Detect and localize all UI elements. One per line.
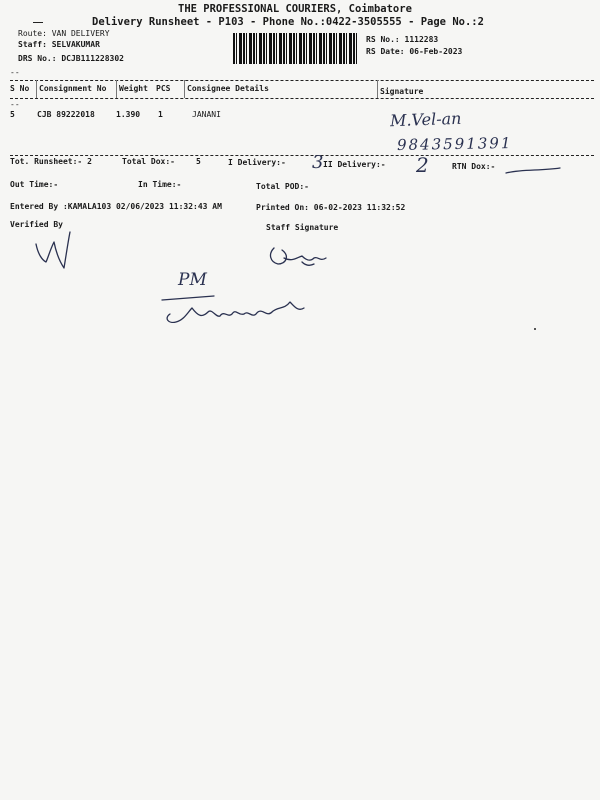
table-bottom-rule [10,155,594,156]
table-top-rule [10,80,594,81]
col-divider [184,80,185,98]
drs-number: DRS No.: DCJB111228302 [18,54,124,63]
row-pcs: 1 [158,110,163,119]
recipient-phone: 9843591391 [396,133,513,155]
total-dox-label: Total Dox:- [122,157,175,166]
i-delivery-value: 3 [312,152,324,173]
rs-date: RS Date: 06-Feb-2023 [366,47,463,56]
row-weight: 1.390 [116,110,141,119]
staff-label: Staff: SELVAKUMAR [18,40,100,49]
speck [534,328,536,330]
col-pcs: PCS [156,84,171,93]
barcode [233,33,359,64]
dash-mark: -- [10,68,20,77]
col-divider [377,80,378,98]
company-name: THE PROFESSIONAL COURIERS, Coimbatore [178,3,412,15]
in-time: In Time:- [138,180,182,189]
staff-signature [266,240,332,274]
route-label: Route: VAN DELIVERY [18,29,110,38]
rtn-dox-dash-mark [504,162,564,181]
col-sno: S No [10,84,30,93]
col-divider [36,80,37,98]
col-divider [116,80,117,98]
col-consignee: Consignee Details [187,84,269,93]
row-consignee: JANANI [192,110,221,119]
ii-delivery-value: 2 [416,153,429,177]
recipient-signature: M.Vel-an [389,108,462,131]
verified-by-label: Verified By [10,220,63,229]
rs-number: RS No.: 1112283 [366,35,439,44]
col-signature: Signature [380,87,424,96]
runsheet-title: Delivery Runsheet - P103 - Phone No.:0422-3505555 - Page No.:2 [92,16,484,28]
total-pod: Total POD:- [256,182,309,191]
dash-mark: -- [10,100,20,109]
out-time: Out Time:- [10,180,59,189]
handwritten-name-signature [158,290,316,334]
col-consignment-no: Consignment No [39,84,107,93]
entered-by: Entered By :KAMALA103 02/06/2023 11:32:43 AM [10,202,222,211]
total-dox-value: 5 [196,157,201,166]
i-delivery-label: I Delivery:- [228,158,286,167]
verifier-signature [30,228,76,274]
staff-signature-label: Staff Signature [266,223,339,232]
handwritten-initials: PM [178,270,207,290]
printed-on: Printed On: 06-02-2023 11:32:52 [256,203,406,212]
tot-runsheet: Tot. Runsheet:- 2 [10,157,92,166]
ii-delivery-label: II Delivery:- [323,160,386,169]
rtn-dox-label: RTN Dox:- [452,162,496,171]
row-sno: 5 [10,110,15,119]
row-consignment-no: CJB 89222018 [37,110,95,119]
col-weight: Weight [119,84,148,93]
corner-mark [33,22,43,23]
table-header-rule [10,98,594,99]
